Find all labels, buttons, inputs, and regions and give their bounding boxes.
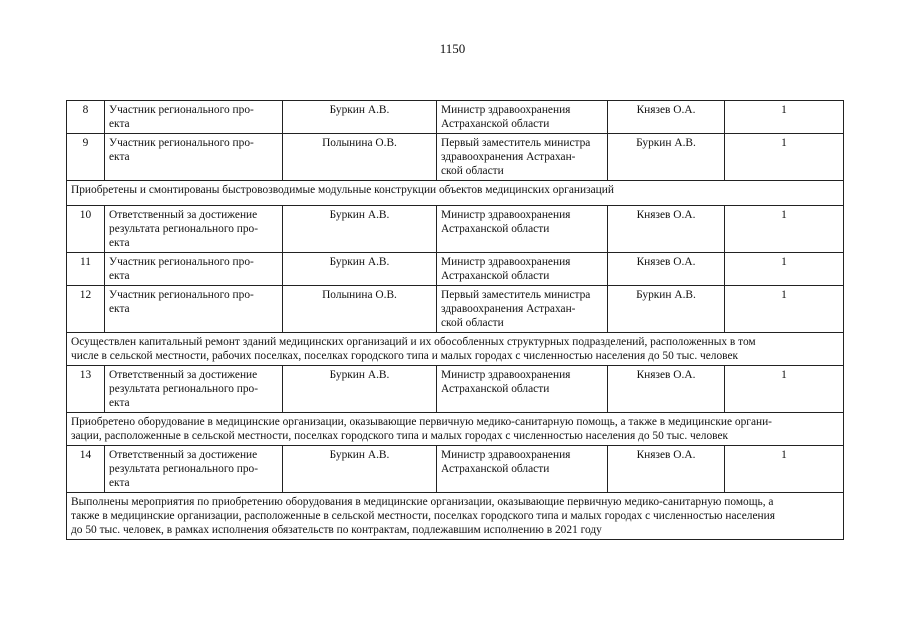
position-cell: Министр здравоохранения Астраханской области: [437, 366, 608, 413]
table-row: [67, 134, 844, 181]
share-cell: 1: [725, 446, 844, 493]
section-heading: Осуществлен капитальный ремонт зданий медицинских организаций и их обособленных структурных подразделений, расположенных в том числе в сельской местности, рабочих поселках, поселках городского типа и малых городах с численностью населения до 50 тыс. человек: [67, 333, 844, 366]
name-cell: Буркин А.В.: [283, 366, 437, 413]
section-row: [67, 333, 844, 366]
row-number: 14: [67, 446, 105, 493]
role-cell: Участник регионального про- екта: [105, 286, 283, 333]
participants-table: [66, 100, 844, 540]
share-cell: 1: [725, 366, 844, 413]
page-number: 1150: [439, 41, 466, 56]
row-number: 11: [67, 253, 105, 286]
table-row: [67, 101, 844, 134]
role-cell: Ответственный за достижение результата регионального про- екта: [105, 366, 283, 413]
row-number: 8: [67, 101, 105, 134]
supervisor-cell: Князев О.А.: [608, 206, 725, 253]
table-row: [67, 286, 844, 333]
section-heading: Выполнены мероприятия по приобретению оборудования в медицинские организации, оказывающие первичную медико-санитарную помощь, а также в медицинские организации, расположенные в сельской местности, поселках городского типа и малых городах с численностью населения до 50 тыс. человек, в рамках исполнения обязательств по контрактам, подлежавшим исполнению в 2021 году: [67, 493, 844, 540]
position-cell: Министр здравоохранения Астраханской области: [437, 253, 608, 286]
position-cell: Министр здравоохранения Астраханской области: [437, 446, 608, 493]
section-row: [67, 493, 844, 540]
row-number: 13: [67, 366, 105, 413]
name-cell: Буркин А.В.: [283, 253, 437, 286]
name-cell: Буркин А.В.: [283, 446, 437, 493]
table-row: [67, 446, 844, 493]
supervisor-cell: Князев О.А.: [608, 366, 725, 413]
name-cell: Буркин А.В.: [283, 101, 437, 134]
table-row: [67, 366, 844, 413]
share-cell: 1: [725, 253, 844, 286]
table-row: [67, 253, 844, 286]
supervisor-cell: Буркин А.В.: [608, 134, 725, 181]
position-cell: Министр здравоохранения Астраханской области: [437, 206, 608, 253]
role-cell: Участник регионального про- екта: [105, 101, 283, 134]
row-number: 9: [67, 134, 105, 181]
role-cell: Ответственный за достижение результата регионального про- екта: [105, 446, 283, 493]
share-cell: 1: [725, 101, 844, 134]
supervisor-cell: Князев О.А.: [608, 446, 725, 493]
role-cell: Участник регионального про- екта: [105, 253, 283, 286]
supervisor-cell: Князев О.А.: [608, 253, 725, 286]
position-cell: Первый заместитель министра здравоохранения Астрахан- ской области: [437, 286, 608, 333]
supervisor-cell: Буркин А.В.: [608, 286, 725, 333]
row-number: 10: [67, 206, 105, 253]
section-heading: Приобретены и смонтированы быстровозводимые модульные конструкции объектов медицинских организаций: [67, 181, 844, 206]
name-cell: Полынина О.В.: [283, 134, 437, 181]
section-heading: Приобретено оборудование в медицинские организации, оказывающие первичную медико-санитарную помощь, а также в медицинские органи- зации, расположенные в сельской местности, поселках городского типа и малых городах с численностью населения до 50 тыс. человек: [67, 413, 844, 446]
row-number: 12: [67, 286, 105, 333]
table-row: [67, 206, 844, 253]
role-cell: Участник регионального про- екта: [105, 134, 283, 181]
section-row: [67, 413, 844, 446]
name-cell: Полынина О.В.: [283, 286, 437, 333]
name-cell: Буркин А.В.: [283, 206, 437, 253]
supervisor-cell: Князев О.А.: [608, 101, 725, 134]
position-cell: Министр здравоохранения Астраханской области: [437, 101, 608, 134]
role-cell: Ответственный за достижение результата регионального про- екта: [105, 206, 283, 253]
position-cell: Первый заместитель министра здравоохранения Астрахан- ской области: [437, 134, 608, 181]
share-cell: 1: [725, 134, 844, 181]
share-cell: 1: [725, 206, 844, 253]
share-cell: 1: [725, 286, 844, 333]
section-row: [67, 181, 844, 206]
